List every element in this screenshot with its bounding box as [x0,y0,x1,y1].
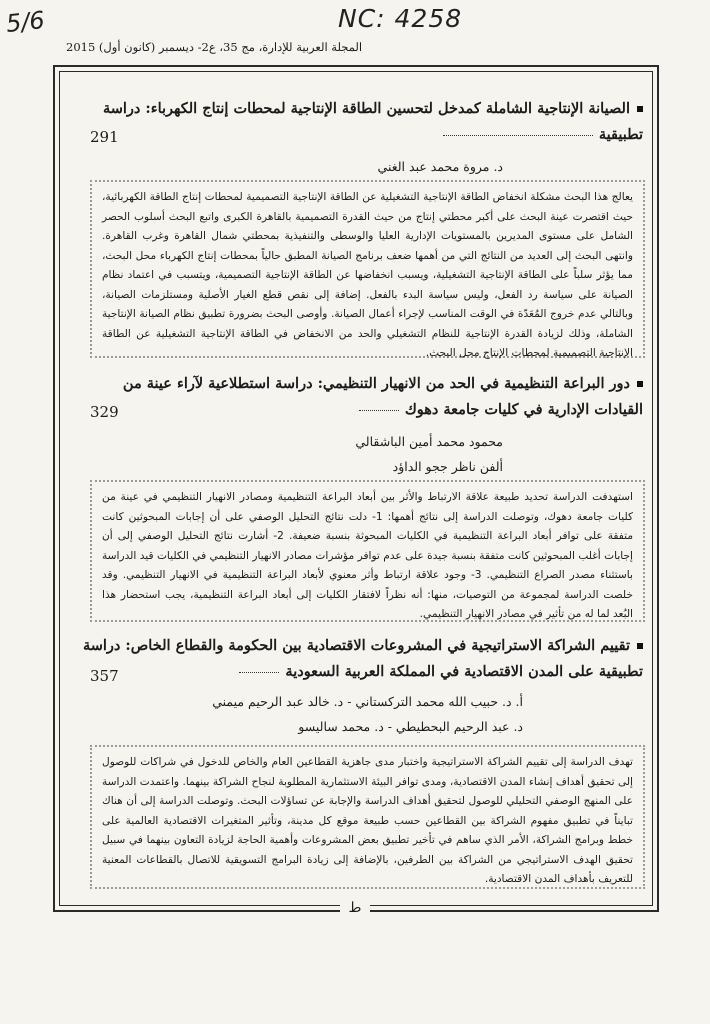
entry-title [78,633,643,685]
entry-title-text: الصيانة الإنتاجية الشاملة كمدخل لتحسين الطاقة الإنتاجية لمحطات إنتاج الكهرباء: دراسة تطبيقية [102,100,643,143]
entry-abstract: تهدف الدراسة إلى تقييم الشراكة الاستراتيجية واختبار مدى جاهزية القطاعين العام والخاص للدخول في شراكات للوصول إلى تحقيق أهداف إنشاء المدن الاقتصادية، ومدى توافر البيئة الاستثمارية المطلوبة لنجاح الشراكة بينهما. واعتمدت الدراسة على المنهج الوصفي التحليلي للوصول لتحقيق أهداف الدراسة والإجابة عن تساؤلات البحث. وتوصلت الدراسة إلى أن هناك تبايناً في تطبيق مفهوم الشراكة بين القطاعين حسب طبيعة موقع كل مدينة، وتأثير المتغيرات الاقتصادية العالمية على خطط وبرامج الشراكة، الأمر الذي ساهم في تأخير تطبيق بعض المشروعات وأهمية الحاجة لزيادة التعاون بينهما في سبيل تحقيق الهدف الاستراتيجي من الشراكة بين الطرفين، بالإضافة إلى زيادة البرامج التسويقية للاتصال بالقطاعات المعنية للتعريف بأهداف المدن الاقتصادية. [90,745,645,889]
journal-header: المجلة العربية للإدارة، مج 35، ع2- ديسمبر (كانون أول) 2015 [66,40,363,54]
entry-abstract: يعالج هذا البحث مشكلة انخفاض الطاقة الإنتاجية التشغيلية عن الطاقة الإنتاجية التصميمية لمحطات إنتاج الطاقة الكهربائية، حيث اقتصرت عينة البحث على أكبر محطتي إنتاج من حيث القدرة التصميمية بالقاهرة الكبرى واتبع البحث أسلوب الحصر الشامل على مستوى المديرين بالمستويات الإدارية العليا والوسطى والتنفيذية بمحطتي شمال القاهرة وغرب القاهرة. وانتهى البحث إلى العديد من النتائج التي من أهمها ضعف برنامج الصيانة المطبق حالياً بمحطات إنتاج الكهرباء محل البحث، مما يؤثر سلباً على الطاقة الإنتاجية التشغيلية، ويسبب انخفاضها عن الطاقة الإنتاجية التصميمية، ويتسبب في اعتماد نظام الصيانة على سياسة رد الفعل، وليس سياسة البدء بالفعل. إضافة إلى نقص قطع الغيار الأصلية ومستلزمات الصيانة، وبالتالي عدم خروج المُعَدّة في الوقت المناسب لإجراء أعمال الصيانة. وأوصى البحث بضرورة تطبيق نظام الصيانة الإنتاجية الشاملة، وذلك لزيادة القدرة الإنتاجية للنظام التشغيلي والحد من الانخفاض في الطاقة الإنتاجية التشغيلية عن الطاقة الإنتاجية التصميمية لمحطات الإنتاج محل البحث. [90,180,645,358]
entry-title-text: دور البراعة التنظيمية في الحد من الانهيار التنظيمي: دراسة استطلاعية لآراء عينة من القيادات الإدارية في كليات جامعة دهوك [122,375,643,418]
entry-page-number: 291 [90,128,119,146]
author-line: أ. د. حبيب الله محمد التركستاني - د. خالد عبد الرحيم ميمني [212,694,523,709]
leader-dots [443,135,593,136]
bullet-icon [637,643,643,649]
entry-3 [78,633,643,739]
author-line: ألفن ناظر ججو الداؤد [392,459,503,474]
leader-dots [359,410,399,411]
entry-1 [78,96,643,179]
page-letter: ط [340,898,370,918]
entry-authors [78,154,643,179]
handwritten-page-mark: 5/6 [4,6,46,38]
entry-title-text: تقييم الشراكة الاستراتيجية في المشروعات الاقتصادية بين الحكومة والقطاع الخاص: دراسة تطبيقية على المدن الاقتصادية في المملكة العربية السعودية [82,637,643,680]
entry-authors [78,429,643,479]
entry-2 [78,371,643,479]
leader-dots [239,672,279,673]
author-line: محمود محمد أمين الباشقالي [355,434,503,449]
entry-title [78,371,643,423]
entry-authors [78,689,643,739]
entry-page-number: 357 [90,667,119,685]
entry-page-number: 329 [90,403,119,421]
author-line: د. مروة محمد عبد الغني [377,159,503,174]
bullet-icon [637,106,643,112]
bullet-icon [637,381,643,387]
entry-title [78,96,643,148]
entry-abstract: استهدفت الدراسة تحديد طبيعة علاقة الارتباط والأثر بين أبعاد البراعة التنظيمية ومصادر الانهيار التنظيمي في عينة من كليات جامعة دهوك، وتوصلت الدراسة إلى نتائج أهمها: 1- دلت نتائج التحليل الوصفي على أن إجابات المبحوثين كانت متفقة على توافر أبعاد البراعة التنظيمية في الكليات المبحوثة بنسبة ضعيفة. 2- أشارت نتائج التحليل الوصفي إلى أن إجابات أغلب المبحوثين كانت متفقة بنسبة جيدة على عدم توافر مؤشرات مصادر الانهيار التنظيمي في الكليات قيد الدراسة باستثناء مصدر الصراع التنظيمي. 3- وجود علاقة ارتباط وأثر معنوي لأبعاد البراعة التنظيمية في الانهيار التنظيمي. وقد خلصت الدراسة لمجموعة من التوصيات، منها: أنه نظراً لافتقار الكليات إلى أبعاد البراعة التنظيمية، يجب استحضار هذا البُعد لما له من تأثير في مصادر الانهيار التنظيمي. [90,480,645,622]
author-line: د. عبد الرحيم البحطيطي - د. محمد ساليسو [298,719,523,734]
handwritten-catalog-number: NC: 4258 [338,4,463,33]
